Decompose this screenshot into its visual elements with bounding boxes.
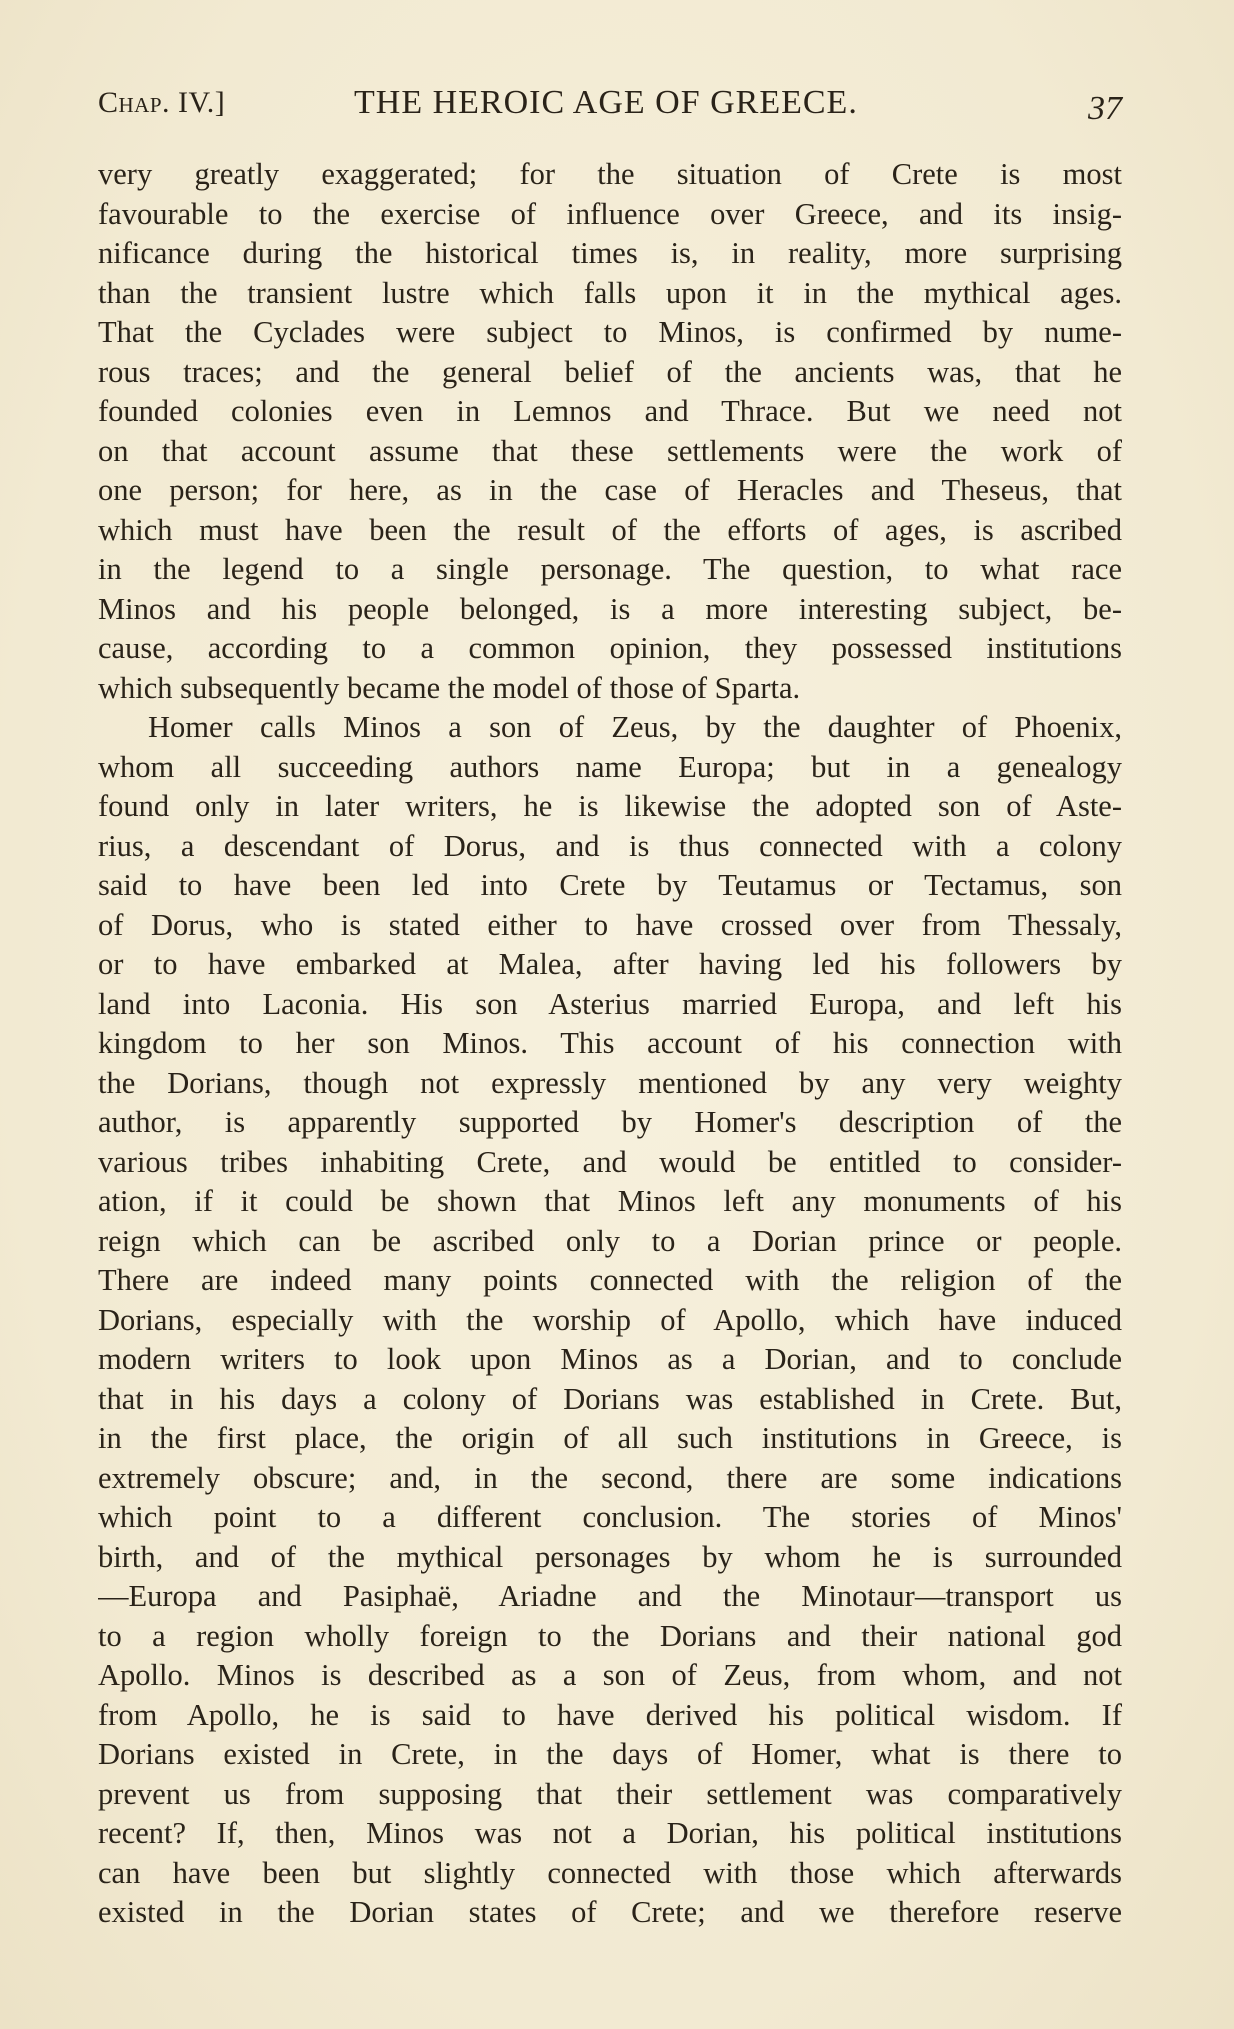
text-line: said to have been led into Crete by Teutamus or Tectamus, son (98, 868, 1122, 902)
text-line: can have been but slightly connected with those which afterwards (98, 1855, 1122, 1890)
text-line: cause, according to a common opinion, they possessed institutions (98, 631, 1122, 665)
text-line: Minos and his people belonged, is a more interesting subject, be- (98, 591, 1122, 626)
text-line: from Apollo, he is said to have derived his political wisdom. If (98, 1697, 1122, 1732)
text-line: land into Laconia. His son Asterius married Europa, and left his (98, 986, 1122, 1021)
text-line: found only in later writers, he is likewise the adopted son of Aste- (98, 789, 1122, 823)
text-line: than the transient lustre which falls upon it in the mythical ages. (98, 275, 1122, 310)
text-line: rius, a descendant of Dorus, and is thus connected with a colony (98, 828, 1122, 863)
text-line: the Dorians, though not expressly mentioned by any very weighty (98, 1065, 1122, 1100)
text-line: author, is apparently supported by Homer's description of the (98, 1105, 1122, 1139)
text-line: modern writers to look upon Minos as a Dorian, and to conclude (98, 1342, 1122, 1376)
text-line: —Europa and Pasiphaë, Ariadne and the Minotaur—transport us (98, 1579, 1122, 1613)
text-line: very greatly exaggerated; for the situation of Crete is most (98, 157, 1122, 191)
text-line: recent? If, then, Minos was not a Dorian, his political institutions (98, 1816, 1122, 1850)
text-line: on that account assume that these settlements were the work of (98, 433, 1122, 468)
text-line: various tribes inhabiting Crete, and would be entitled to consider- (98, 1144, 1122, 1179)
text-line: one person; for here, as in the case of Heracles and Theseus, that (98, 473, 1122, 507)
text-line: existed in the Dorian states of Crete; and we therefore reserve (98, 1895, 1122, 1929)
text-line: prevent us from supposing that their settlement was comparatively (98, 1776, 1122, 1811)
text-line: reign which can be ascribed only to a Dorian prince or people. (98, 1223, 1122, 1258)
text-line: kingdom to her son Minos. This account of his connection with (98, 1026, 1122, 1060)
text-line: to a region wholly foreign to the Dorians and their national god (98, 1618, 1122, 1653)
text-line: which must have been the result of the efforts of ages, is ascribed (98, 512, 1122, 547)
page-number: 37 (1088, 90, 1122, 127)
body-text (98, 155, 1122, 1933)
running-head (98, 82, 1122, 132)
text-line: There are indeed many points connected with the religion of the (98, 1263, 1122, 1297)
text-line: that in his days a colony of Dorians was established in Crete. But, (98, 1381, 1122, 1416)
text-line: Dorians existed in Crete, in the days of Homer, what is there to (98, 1737, 1122, 1771)
text-line: whom all succeeding authors name Europa; but in a genealogy (98, 749, 1122, 784)
text-line: birth, and of the mythical personages by whom he is surrounded (98, 1539, 1122, 1574)
chapter-label: Chap. IV.] (98, 86, 226, 119)
text-line: which subsequently became the model of those of Sparta. (98, 670, 801, 705)
paragraph-start-line: Homer calls Minos a son of Zeus, by the daughter of Phoenix, (148, 710, 1122, 744)
text-line: founded colonies even in Lemnos and Thrace. But we need not (98, 394, 1122, 428)
text-line: rous traces; and the general belief of the ancients was, that he (98, 354, 1122, 389)
text-line: which point to a different conclusion. The stories of Minos' (98, 1500, 1122, 1534)
text-line: in the first place, the origin of all such institutions in Greece, is (98, 1421, 1122, 1455)
text-line: Dorians, especially with the worship of Apollo, which have induced (98, 1302, 1122, 1337)
text-line: ation, if it could be shown that Minos left any monuments of his (98, 1184, 1122, 1218)
text-line: extremely obscure; and, in the second, there are some indications (98, 1460, 1122, 1495)
text-line: favourable to the exercise of influence over Greece, and its insig- (98, 196, 1122, 231)
text-line: nificance during the historical times is, in reality, more surprising (98, 236, 1122, 270)
text-line: or to have embarked at Malea, after having led his followers by (98, 947, 1122, 981)
text-line: Apollo. Minos is described as a son of Zeus, from whom, and not (98, 1658, 1122, 1692)
text-line: of Dorus, who is stated either to have crossed over from Thessaly, (98, 907, 1122, 942)
text-line: That the Cyclades were subject to Minos, is confirmed by nume- (98, 315, 1122, 349)
running-title: THE HEROIC AGE OF GREECE. (354, 84, 858, 121)
text-line: in the legend to a single personage. The question, to what race (98, 552, 1122, 586)
